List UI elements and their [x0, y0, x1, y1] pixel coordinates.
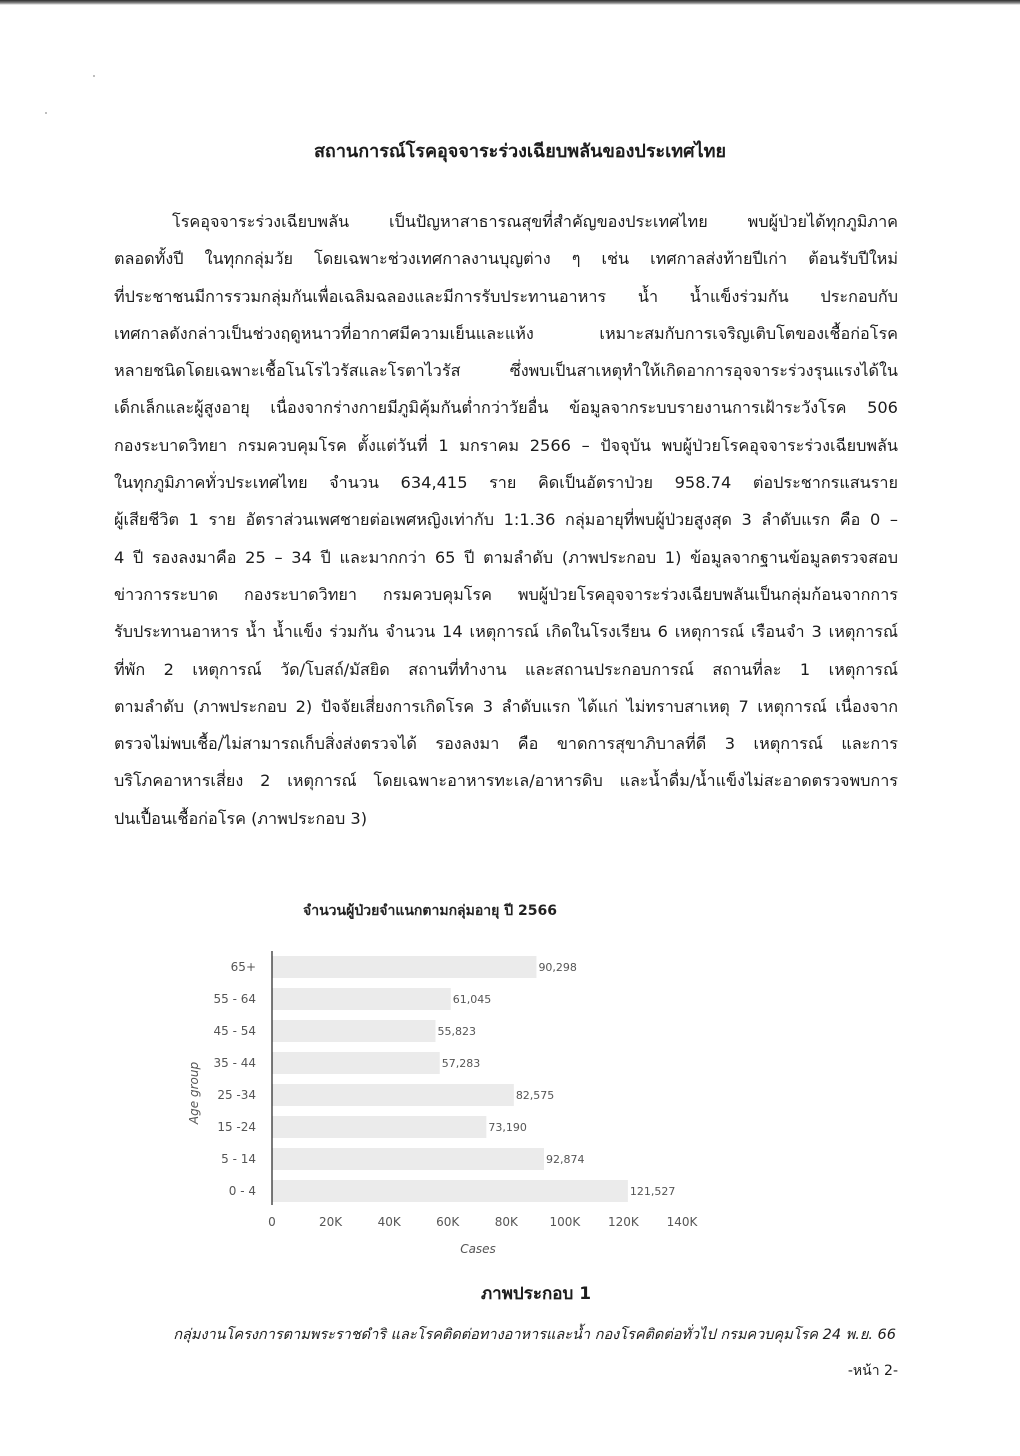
x-tick-label: 140K [666, 1215, 698, 1229]
paragraph-line: หลายชนิดโดยเฉพาะเชื้อโนโรไวรัสและโรตาไวรัส ซึ่งพบเป็นสาเหตุทำให้เกิดอาการอุจจาระร่วงรุนแรงได้ใน [114, 361, 898, 381]
chart-title: จำนวนผู้ป่วยจำแนกตามกลุ่มอายุ ปี 2566 [303, 903, 557, 919]
paragraph-line: กองระบาดวิทยา กรมควบคุมโรค ตั้งแต่วันที่ 1 มกราคม 2566 – ปัจจุบัน พบผู้ป่วยโรคอุจจาระร่วงเฉียบพลัน [114, 435, 898, 455]
value-label: 82,575 [515, 1089, 555, 1102]
document-title: สถานการณ์โรคอุจจาระร่วงเฉียบพลันของประเทศไทย [313, 141, 727, 162]
value-label: 73,190 [488, 1121, 527, 1134]
paragraph-line: 4 ปี รองลงมาคือ 25 – 34 ปี และมากกว่า 65 ปี ตามลำดับ (ภาพประกอบ 1) ข้อมูลจากฐานข้อมูลตรวจสอบ [114, 547, 898, 567]
bar [272, 988, 451, 1010]
paragraph-line: ตามลำดับ (ภาพประกอบ 2) ปัจจัยเสี่ยงการเกิดโรค 3 ลำดับแรก ได้แก่ ไม่ทราบสาเหตุ 7 เหตุการณ์ เนื่องจาก [114, 696, 898, 716]
value-label: 57,283 [441, 1057, 481, 1070]
x-tick-label: 20K [319, 1215, 343, 1229]
x-tick-label: 60K [436, 1215, 460, 1229]
scan-speck [45, 112, 47, 114]
category-label: 0 - 4 [228, 1184, 256, 1198]
x-tick-label: 0 [268, 1215, 276, 1229]
paragraph-line: ปนเปื้อนเชื้อก่อโรค (ภาพประกอบ 3) [114, 808, 368, 828]
scan-speck [93, 75, 95, 77]
source-note: กลุ่มงานโครงการตามพระราชดำริ และโรคติดต่อทางอาหารและน้ำ กองโรคติดต่อทั่วไป กรมควบคุมโรค 24 พ.ย. 66 [173, 1327, 896, 1343]
bar [272, 1084, 514, 1106]
paragraph-line: ในทุกภูมิภาคทั่วประเทศไทย จำนวน 634,415 ราย คิดเป็นอัตราป่วย 958.74 ต่อประชากรแสนราย [114, 473, 898, 493]
paragraph-line: ที่พัก 2 เหตุการณ์ วัด/โบสถ์/มัสยิด สถานที่ทำงาน และสถานประกอบการณ์ สถานที่ละ 1 เหตุการณ์ [114, 659, 898, 679]
x-tick-labels [268, 1215, 698, 1229]
paragraph-line: เทศกาลดังกล่าวเป็นช่วงฤดูหนาวที่อากาศมีความเย็นและแห้ง เหมาะสมกับการเจริญเติบโตของเชื้อก่อโรค [114, 323, 898, 343]
category-label: 65+ [230, 960, 256, 974]
paragraph-line: ข่าวการระบาด กองระบาดวิทยา กรมควบคุมโรค พบผู้ป่วยโรคอุจจาระร่วงเฉียบพลันเป็นกลุ่มก้อนจากการ [114, 584, 898, 604]
category-labels [214, 960, 257, 1198]
category-label: 35 - 44 [213, 1056, 256, 1070]
y-axis-title: Age group [187, 1061, 201, 1125]
figure-caption: ภาพประกอบ 1 [480, 1284, 592, 1304]
value-label: 55,823 [437, 1025, 476, 1038]
category-label: 15 -24 [217, 1120, 256, 1134]
bar [272, 1148, 544, 1170]
paragraph-line: เด็กเล็กและผู้สูงอายุ เนื่องจากร่างกายมีภูมิคุ้มกันต่ำกว่าวัยอื่น ข้อมูลจากระบบรายงานการเฝ้าระวังโรค 506 [114, 398, 898, 418]
scan-edge-shadow [0, 0, 1020, 5]
value-label: 61,045 [452, 993, 492, 1006]
bar [272, 956, 536, 978]
value-label: 121,527 [629, 1185, 676, 1198]
value-label: 92,874 [545, 1153, 585, 1166]
body-paragraph [114, 203, 898, 837]
bar [272, 1052, 440, 1074]
paragraph-line: รับประทานอาหาร น้ำ น้ำแข็ง ร่วมกัน จำนวน 14 เหตุการณ์ เกิดในโรงเรียน 6 เหตุการณ์ เรือนจำ 3 เหตุการณ์ [114, 622, 898, 642]
page-number: -หน้า 2- [847, 1363, 898, 1379]
x-axis-title: Cases [460, 1242, 496, 1256]
bar [272, 1116, 486, 1138]
category-label: 55 - 64 [213, 992, 256, 1006]
category-label: 5 - 14 [221, 1152, 256, 1166]
paragraph-line: ที่ประชาชนมีการรวมกลุ่มกันเพื่อเฉลิมฉลองและมีการรับประทานอาหาร น้ำ น้ำแข็งร่วมกัน ประกอบกับ [114, 286, 898, 306]
paragraph-line: ตรวจไม่พบเชื้อ/ไม่สามารถเก็บสิ่งส่งตรวจได้ รองลงมา คือ ขาดการสุขาภิบาลที่ดี 3 เหตุการณ์ และการ [114, 734, 898, 754]
paragraph-line: บริโภคอาหารเสี่ยง 2 เหตุการณ์ โดยเฉพาะอาหารทะเล/อาหารดิบ และน้ำดื่ม/น้ำแข็งไม่สะอาดตรวจพบการ [114, 771, 898, 791]
paragraph-line: ผู้เสียชีวิต 1 ราย อัตราส่วนเพศชายต่อเพศหญิงเท่ากับ 1:1.36 กลุ่มอายุที่พบผู้ป่วยสูงสุด 3 ลำดับแรก คือ 0 – [114, 510, 898, 530]
x-tick-label: 120K [608, 1215, 639, 1229]
age-group-bar-chart [170, 945, 710, 1265]
x-tick-label: 40K [377, 1215, 401, 1229]
bar [272, 1020, 435, 1042]
bar [272, 1180, 628, 1202]
value-label: 90,298 [538, 961, 577, 974]
category-label: 25 -34 [217, 1088, 256, 1102]
category-label: 45 - 54 [213, 1024, 256, 1038]
paragraph-line: ตลอดทั้งปี ในทุกกลุ่มวัย โดยเฉพาะช่วงเทศกาลงานบุญต่าง ๆ เช่น เทศกาลส่งท้ายปีเก่า ต้อนรับปีใหม่ [114, 249, 898, 269]
x-tick-label: 80K [494, 1215, 518, 1229]
x-tick-label: 100K [549, 1215, 581, 1229]
paragraph-line: โรคอุจจาระร่วงเฉียบพลัน เป็นปัญหาสาธารณสุขที่สำคัญของประเทศไทย พบผู้ป่วยได้ทุกภูมิภาค [172, 212, 898, 231]
